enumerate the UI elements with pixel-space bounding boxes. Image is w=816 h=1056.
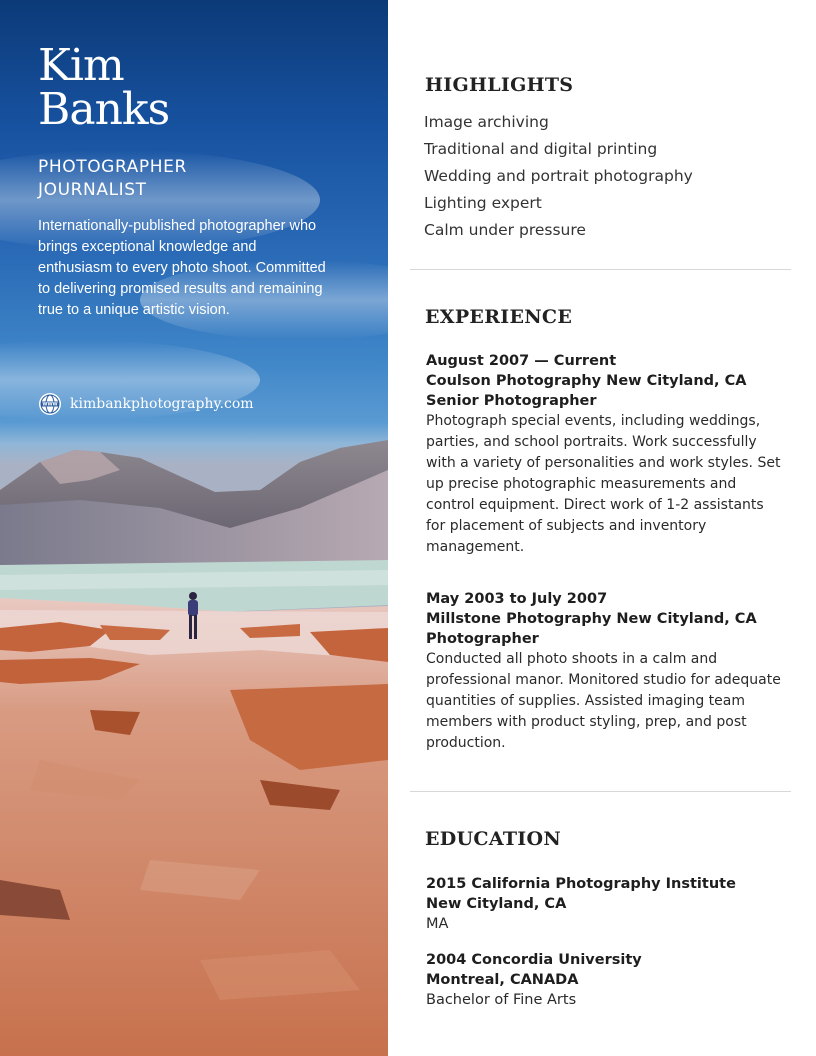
highlight-item: Image archiving [424, 113, 549, 131]
job-entry-1 [426, 351, 786, 558]
profile-summary: Internationally-published photographer who brings exceptional knowledge and enthusiasm to every photo shoot. Committed to delivering promised results and remaining true to a unique artistic vision. [38, 218, 326, 318]
job-description: Conducted all photo shoots in a calm and professional manor. Monitored studio for adequate quantities of supplies. Assisted imaging team members with product styling, prep, and post production. [426, 651, 781, 751]
experience-heading: EXPERIENCE [425, 306, 573, 328]
education-location: Montreal, CANADA [426, 972, 579, 988]
highlight-item: Calm under pressure [424, 221, 586, 239]
job-title: Photographer [426, 631, 539, 647]
job-dates: May 2003 to July 2007 [426, 591, 608, 607]
education-degree: Bachelor of Fine Arts [426, 992, 577, 1008]
job-title: Senior Photographer [426, 393, 597, 409]
job-description: Photograph special events, including weddings, parties, and school portraits. Work successfully with a variety of personalities and work styles. Set up precise photographic measurements and control equipment. Direct work of 1-2 assistants for placement of subjects and inventory management. [426, 413, 781, 555]
section-divider [410, 791, 791, 792]
job-roles [38, 156, 187, 202]
education-school: 2004 Concordia University [426, 952, 642, 968]
candidate-name [38, 40, 170, 135]
highlight-item: Wedding and portrait photography [424, 167, 693, 185]
education-heading: EDUCATION [425, 828, 561, 850]
education-entry-1 [426, 874, 786, 934]
www-globe-icon [38, 392, 62, 416]
job-company: Coulson Photography New Cityland, CA [426, 373, 747, 389]
resume-content [410, 0, 796, 1056]
highlight-item: Traditional and digital printing [424, 140, 658, 158]
role-line-2: JOURNALIST [38, 180, 147, 200]
education-location: New Cityland, CA [426, 896, 567, 912]
role-line-1: PHOTOGRAPHER [38, 157, 187, 177]
svg-text:WWW: WWW [42, 402, 58, 408]
job-dates: August 2007 — Current [426, 353, 617, 369]
highlights-heading: HIGHLIGHTS [425, 74, 574, 96]
education-entry-2 [426, 950, 786, 1010]
last-name: Banks [38, 84, 170, 135]
highlights-list [424, 109, 693, 244]
highlight-item: Lighting expert [424, 194, 542, 212]
job-entry-2 [426, 589, 786, 754]
cover-photo-panel [0, 0, 388, 1056]
website-link[interactable] [38, 392, 254, 416]
section-divider [410, 269, 791, 270]
job-company: Millstone Photography New Cityland, CA [426, 611, 757, 627]
education-school: 2015 California Photography Institute [426, 876, 736, 892]
education-degree: MA [426, 916, 449, 932]
website-url: kimbankphotography.com [70, 396, 254, 412]
first-name: Kim [38, 40, 124, 91]
